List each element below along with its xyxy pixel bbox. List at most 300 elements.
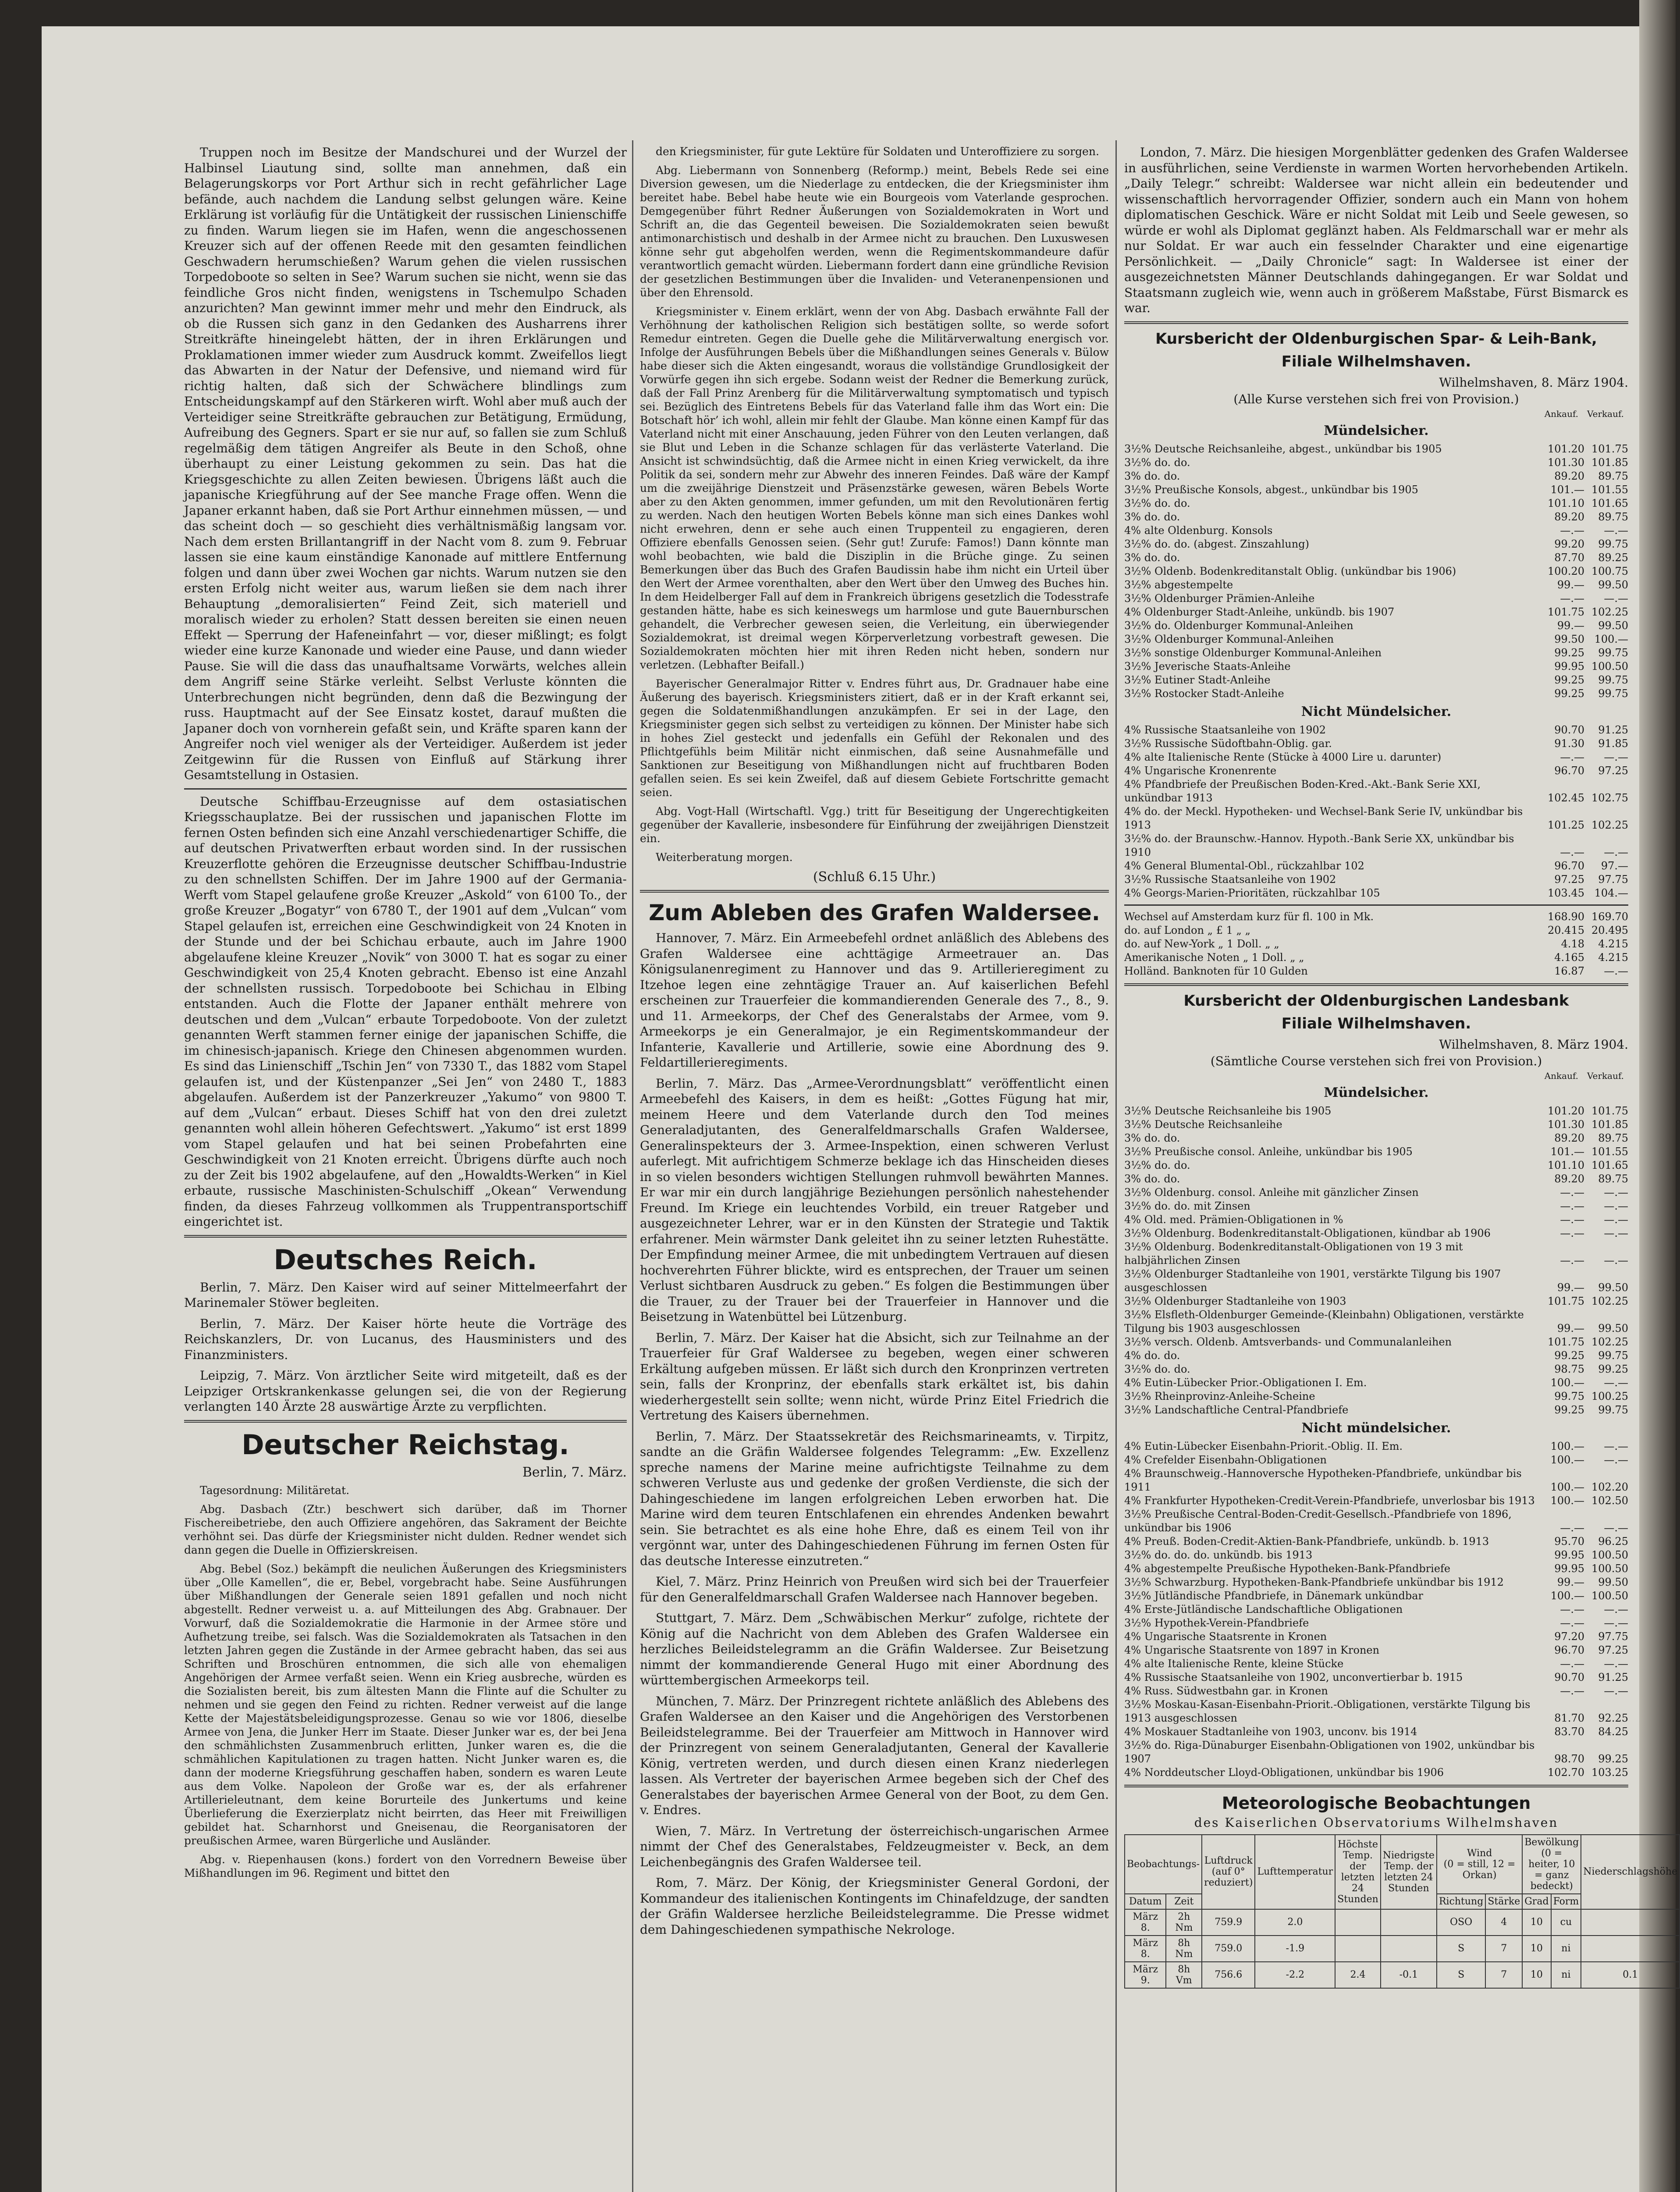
rate-verkauf: 99.75	[1598, 687, 1628, 700]
rate-name: Amerikanische Noten „ 1 Doll. „ „	[1124, 951, 1304, 964]
col-header: Grad	[1522, 1894, 1551, 1909]
rate-row	[1124, 832, 1628, 859]
rate-row	[1124, 1725, 1628, 1739]
rate-ankauf: 101.30	[1548, 456, 1584, 469]
weather-cell	[1581, 1909, 1680, 1936]
weather-cell: 4	[1485, 1909, 1522, 1936]
rate-ankauf: 99.—	[1557, 619, 1584, 632]
rate-name: 4% Frankfurter Hypotheken-Credit-Verein-Pfandbriefe, unverlosbar bis 1913	[1124, 1494, 1535, 1507]
news-item: Kiel, 7. März. Prinz Heinrich von Preußen wird sich bei der Trauerfeier für den Generalfeldmarschall Grafen Waldersee nach Hannover begeben.	[640, 1574, 1109, 1605]
rate-verkauf: 100.50	[1591, 660, 1628, 673]
rate-row	[1124, 497, 1628, 510]
rate-row	[1124, 1295, 1628, 1308]
rate-ankauf: 101.—	[1550, 1145, 1584, 1158]
weather-cell: März 9.	[1125, 1962, 1166, 1988]
weather-cell: 8h Vm	[1166, 1962, 1202, 1988]
rate-name: 3½% versch. Oldenb. Amtsverbands- und Communalanleihen	[1124, 1335, 1452, 1348]
rate-row	[1124, 1199, 1628, 1213]
rate-ankauf: 91.30	[1554, 737, 1584, 750]
rate-verkauf: 89.25	[1598, 551, 1628, 564]
rate-ankauf: 102.70	[1548, 1766, 1584, 1779]
rate-row	[1124, 1603, 1628, 1616]
rate-ankauf: 4.18	[1561, 937, 1584, 950]
rate-ankauf: 97.25	[1554, 873, 1584, 886]
rate-name: 3½% Hypothek-Verein-Pfandbriefe	[1124, 1616, 1309, 1629]
news-item: Abg. Dasbach (Ztr.) beschwert sich darüber, daß im Thorner Fischereibetriebe, den auch Offiziere angehören, das Sakrament der Beichte verhöhnt sei. Das dürfe der Kriegsminister nicht dulden. Redner wendet sich dann gegen die Duelle in Offizierskreisen.	[184, 1502, 627, 1556]
rate-verkauf: —.—	[1604, 1213, 1628, 1226]
rate-name: 4% Ungarische Staatsrente von 1897 in Kronen	[1124, 1644, 1380, 1656]
rate-verkauf: 92.25	[1598, 1712, 1628, 1724]
rate-row	[1124, 751, 1628, 764]
rate-verkauf: 100.75	[1591, 565, 1628, 577]
rate-verkauf: 100.—	[1594, 633, 1628, 645]
rate-row	[1124, 551, 1628, 565]
rate-verkauf: 99.50	[1598, 1322, 1628, 1334]
rate-row	[1124, 1403, 1628, 1417]
rate-name: 3½% Oldenburg. Bodenkreditanstalt-Obligationen von 19 3 mit halbjährlichen Zinsen	[1124, 1240, 1463, 1267]
rate-verkauf: 102.25	[1591, 605, 1628, 618]
rate-row	[1124, 764, 1628, 778]
rate-verkauf: —.—	[1604, 1684, 1628, 1697]
rate-row	[1124, 1589, 1628, 1603]
rate-name: 4% Old. med. Prämien-Obligationen in %	[1124, 1213, 1343, 1226]
rate-box-subtitle: Filiale Wilhelmshaven.	[1281, 1014, 1471, 1032]
rate-verkauf: 84.25	[1598, 1725, 1628, 1738]
section-title-deutsches-reich: Deutsches Reich.	[273, 1243, 537, 1276]
rate-name: 3½% do. do.	[1124, 497, 1190, 509]
rate-verkauf: 102.75	[1591, 791, 1628, 804]
rate-name: 4% Russ. Südwestbahn gar. in Kronen	[1124, 1684, 1328, 1697]
rate-name: 3½% Russische Staatsanleihe von 1902	[1124, 873, 1336, 886]
weather-cell	[1381, 1909, 1437, 1936]
rate-name: 3½% Oldenburger Stadtanleihe von 1903	[1124, 1295, 1346, 1307]
rate-name: 3% do. do.	[1124, 510, 1180, 523]
rate-verkauf: 97.75	[1598, 873, 1628, 886]
rate-ankauf: 100.—	[1550, 1376, 1584, 1389]
rate-verkauf: —.—	[1604, 1453, 1628, 1466]
rate-ankauf: 96.70	[1554, 1644, 1584, 1656]
rate-name: 3½% Deutsche Reichsanleihe, abgest., unkündbar bis 1905	[1124, 442, 1442, 455]
rate-verkauf: 89.75	[1598, 470, 1628, 482]
rate-name: 4% Moskauer Stadtanleihe von 1903, unconv. bis 1914	[1124, 1725, 1417, 1738]
rate-row	[1124, 1132, 1628, 1145]
news-item: Abg. Liebermann von Sonnenberg (Reformp.) meint, Bebels Rede sei eine Diversion gewesen, um die Niederlage zu entdecken, die der Kriegsminister ihm bereitet habe. Bebel habe heute wie ein Bourgeois vom Vaterlande gesprochen. Demgegenüber führt Redner Äußerungen von Sozialdemokraten in Wort und Schrift an, die das Gegenteil beweisen. Die Sozialdemokraten seien bewußt antimonarchistisch und deshalb in der Armee nicht zu brauchen. Den Luxuswesen könne sehr gut abgeholfen werden, wenn die Regimentskommandeure dafür verantwortlich gemacht würden. Liebermann fordert dann eine gründliche Revision der gesetzlichen Bestimmungen über die Invaliden- und Veteranenpensionen und über den Ehrensold.	[640, 164, 1109, 299]
rate-ankauf: 100.—	[1550, 1453, 1584, 1466]
rate-row	[1124, 537, 1628, 551]
rate-verkauf: 102.50	[1591, 1494, 1628, 1507]
rate-ankauf: 99.20	[1554, 537, 1584, 550]
weather-cell: 7	[1485, 1962, 1522, 1988]
rate-row	[1124, 565, 1628, 578]
rate-name: 3½% Oldenburger Stadtanleihe von 1901, verstärkte Tilgung bis 1907 ausgeschlossen	[1124, 1267, 1501, 1294]
col-header: Wind (0 = still, 12 = Orkan)	[1437, 1835, 1522, 1894]
rate-ankauf: —.—	[1560, 524, 1584, 537]
rate-verkauf: 99.50	[1598, 578, 1628, 591]
news-item: Bayerischer Generalmajor Ritter v. Endres führt aus, Dr. Gradnauer habe eine Äußerung des bayerisch. Kriegsministers zitiert, daß er in der Kraft erkannt sei, gegen die Soldatenmißhandlungen anzukämpfen. Er sei in der Lage, den Kriegsminister gegen sich selbst zu verteidigen zu können. Der Minister habe sich in hohes Ziel gesteckt und jedenfalls ein Gefühl der Rekonalen und des Pflichtgefühls beim Militär nicht einmischen, daß seine Ausnahmefälle und Sanktionen zur Beseitigung von Mißhandlungen nicht auf fruchtbaren Boden gefallen seien. Es sei kein Zweifel, daß auf diesem Gebiete Fortschritte gemacht seien.	[640, 677, 1109, 799]
divider	[1124, 983, 1628, 986]
rate-row	[1124, 924, 1628, 937]
rate-box-spar-leih-bank	[1124, 329, 1628, 978]
rate-ankauf: 99.—	[1557, 1281, 1584, 1294]
rate-row	[1124, 1104, 1628, 1118]
rate-verkauf: 99.75	[1598, 1349, 1628, 1362]
rate-ankauf: —.—	[1560, 1254, 1584, 1267]
rate-name: 3½% Landschaftliche Central-Pfandbriefe	[1124, 1403, 1349, 1416]
rate-name: 3% do. do.	[1124, 1132, 1180, 1144]
rate-row	[1124, 1440, 1628, 1453]
weather-cell: -2.2	[1255, 1962, 1335, 1988]
weather-cell: cu	[1551, 1909, 1581, 1936]
rate-row	[1124, 456, 1628, 470]
rate-ankauf: 100.—	[1550, 1589, 1584, 1602]
rate-box-landesbank	[1124, 991, 1628, 1779]
rate-ankauf: —.—	[1560, 1186, 1584, 1199]
rate-name: 3½% Jeverische Staats-Anleihe	[1124, 660, 1291, 673]
col-header: Niedrigste Temp. der letzten 24 Stunden	[1381, 1835, 1437, 1909]
weather-cell: 10	[1522, 1962, 1551, 1988]
rate-row	[1124, 1349, 1628, 1363]
news-item: Wien, 7. März. In Vertretung der österreichisch-ungarischen Armee nimmt der Chef des Generalstabes, Feldzeugmeister v. Beck, an dem Leichenbegängnis des Grafen Waldersee teil.	[640, 1823, 1109, 1869]
rate-name: 3½% Deutsche Reichsanleihe	[1124, 1118, 1282, 1131]
rate-table	[1124, 723, 1628, 900]
rate-ankauf: 103.45	[1548, 886, 1584, 899]
rate-verkauf: 99.75	[1598, 1403, 1628, 1416]
rate-verkauf: —.—	[1604, 751, 1628, 763]
page-number	[83, 0, 123, 11]
rate-verkauf: 102.20	[1591, 1480, 1628, 1493]
news-item: London, 7. März. Die hiesigen Morgenblätter gedenken des Grafen Waldersee in ausführlichen, seine Verdienste in warmen Worten hervorhebenden Artikeln. „Daily Telegr.“ schreibt: Waldersee war nicht allein ein bedeutender und wissenschaftlich hervorragender Offizier, sondern auch ein Mann von hohem diplomatischen Geschick. Wäre er nicht Soldat mit Leib und Seele gewesen, so würde er wohl als Diplomat geglänzt haben. Als Feldmarschall war er mehr als nur Soldat. Er war auch ein fesselnder Charakter und eine eigenartige Persönlichkeit. — „Daily Chronicle“ sagt: In Waldersee ist einer der ausgezeichnetsten Männer Deutschlands dahingegangen. Er war Soldat und Staatsmann zugleich wie, wenn auch in größerem Maßstabe, Fürst Bismarck es war.	[1124, 145, 1628, 315]
weather-cell: 759.9	[1202, 1909, 1255, 1936]
news-item: Kriegsminister v. Einem erklärt, wenn der von Abg. Dasbach erwähnte Fall der Verhöhnung der katholischen Religion sich bestätigen sollte, so werde sofort Remedur eintreten. Gegen die Duelle gehe die Militärverwaltung energisch vor. Infolge der Ausführungen Bebels über die Mißhandlungen seines Generals v. Bülow habe dieser sich die Akten eingesandt, woraus die vollständige Grundlosigkeit der Vorwürfe gegen ihn sich ergebe. Sodann weist der Redner die Bemerkung zurück, daß der Fall Prinz Arenberg für die Militärverwaltung symptomatisch und typisch sei. Bezüglich des Eintretens Bebels für das Vaterland falle ihm das Wort ein: Die Botschaft hör’ ich wohl, allein mir fehlt der Glaube. Man könne einen Kampf für das Vaterland nicht mit einer Anschauung, jeden Führer von den Leuten verlangen, daß sie Blut und Leben in die Schanze schlagen für das verlästerte Vaterland. Die Ansicht ist schwindsüchtig, daß die Armee nicht in einen Krieg verwickelt, da ihre Politik da sei, sondern mehr zur Abwehr des inneren Feindes. Daß wäre der Kampf um die zweijährige Dienstzeit und Präsenzstärke gewesen, wären Bebels Worte aber zu den Akten genommen, immer gefunden, um mit den Revolutionären fertig zu werden. Nach den heutigen Worten Bebels könne man sich eines Dankes wohl nicht erwehren, denn er sehe auch einen Truppenteil zu engagieren, deren Offiziere ebenfalls Genossen seien. (Sehr gut! Zurufe: Famos!) Dann könnte man wohl beobachten, wie bald die Disziplin in die Brüche ginge. Zu seinen Bemerkungen über das Buch des Grafen Baudissin habe ihm nicht ein Urteil über den Wert der Armee vorenthalten, aber den Wert über den Umweg des Buches hin. In dem Heidelberger Fall auf dem in Frankreich übrigens gesetzlich die Todesstrafe gestanden hätte, habe es sich keineswegs um harmlose und gute Bauernburschen gehandelt, die Verbrecher gewesen seien, die Verleitung, ein überwiegender Sozialdemokrat, ist dreimal wegen Körperverletzung vorbestraft gewesen. Die Sozialdemokraten möchten hier mit ihren Reden nicht heben, sondern nur verletzen. (Lebhafter Beifall.)	[640, 305, 1109, 671]
weather-cell: 2h Nm	[1166, 1909, 1202, 1936]
rate-verkauf: 101.75	[1591, 1104, 1628, 1117]
rate-ankauf: 96.70	[1554, 859, 1584, 872]
rate-name: Wechsel auf Amsterdam kurz für fl. 100 in Mk.	[1124, 910, 1374, 923]
rate-name: 3½% do. do.	[1124, 1363, 1190, 1375]
rate-name: 3½% Elsfleth-Oldenburger Gemeinde-(Kleinbahn) Obligationen, verstärkte Tilgung bis 1903 ausgeschlossen	[1124, 1308, 1524, 1334]
rate-ankauf: 101.75	[1548, 1295, 1584, 1307]
rate-row	[1124, 633, 1628, 646]
rate-ankauf: 99.95	[1554, 1562, 1584, 1575]
rate-row	[1124, 1118, 1628, 1132]
rate-row	[1124, 951, 1628, 964]
rate-ankauf: 90.70	[1554, 723, 1584, 736]
col-header: Luftdruck (auf 0° reduziert)	[1202, 1835, 1255, 1909]
column-1	[184, 145, 627, 2192]
rate-name: 4% Georgs-Marien-Prioritäten, rückzahlbar 105	[1124, 886, 1380, 899]
weather-cell: S	[1437, 1936, 1485, 1962]
rate-name: 4% abgestempelte Preußische Hypotheken-Bank-Pfandbriefe	[1124, 1562, 1451, 1575]
rate-row	[1124, 1698, 1628, 1725]
rate-name: 3½% Oldenb. Bodenkreditanstalt Oblig. (unkündbar bis 1906)	[1124, 565, 1456, 577]
column-rule	[632, 140, 633, 2192]
rate-name: 4% Eutin-Lübecker Prior.-Obligationen I. Em.	[1124, 1376, 1367, 1389]
rate-name: 3½% do. do. (abgest. Zinszahlung)	[1124, 537, 1309, 550]
rate-verkauf: 99.25	[1598, 1752, 1628, 1765]
rate-name: 3½% Oldenburger Prämien-Anleihe	[1124, 592, 1315, 605]
rate-ankauf: —.—	[1560, 1521, 1584, 1534]
weather-cell: -0.1	[1381, 1962, 1437, 1988]
rate-row	[1124, 1467, 1628, 1494]
rate-box-title: Kursbericht der Oldenburgischen Landesbank	[1183, 992, 1569, 1010]
rate-verkauf: 104.—	[1594, 886, 1628, 899]
rate-row	[1124, 605, 1628, 619]
rate-row	[1124, 442, 1628, 456]
rate-name: 4% alte Italienische Rente, kleine Stücke	[1124, 1657, 1344, 1670]
rate-row	[1124, 1267, 1628, 1295]
rate-verkauf: 101.85	[1591, 1118, 1628, 1131]
col-header: Höchste Temp. der letzten 24 Stunden	[1335, 1835, 1381, 1909]
rate-verkauf: 91.25	[1598, 1671, 1628, 1683]
rate-name: 4% Erste-Jütländische Landschaftliche Obligationen	[1124, 1603, 1403, 1616]
column-2	[640, 145, 1109, 2192]
rate-ankauf: 99.95	[1554, 1548, 1584, 1561]
rate-row	[1124, 1453, 1628, 1467]
rate-name: 3½% Deutsche Reichsanleihe bis 1905	[1124, 1104, 1332, 1117]
rate-section-title: Nicht Mündelsicher.	[1301, 704, 1452, 719]
rate-ankauf: —.—	[1560, 846, 1584, 858]
divider	[184, 1420, 627, 1423]
rate-row	[1124, 619, 1628, 633]
rate-name: 4% General Blumental-Obl., rückzahlbar 102	[1124, 859, 1364, 872]
rate-verkauf: 169.70	[1591, 910, 1628, 923]
news-item: Abg. Bebel (Soz.) bekämpft die neulichen Äußerungen des Kriegsministers über „Olle Kamellen“, die er, Bebel, vorgebracht habe. Seine Ausführungen über Mißhandlungen der Generale seien 1891 gefallen und noch nicht abgestellt. Redner verweist u. a. auf Mitteilungen des Abg. Grabnauer. Der Vorwurf, daß die Sozialdemokratie die Harmonie in der Armee störe und Aufhetzung treibe, sei falsch. Was die Sozialdemokraten als Tatsachen in den letzten Jahren gegen die Zustände in der Armee gebracht haben, das sei aus Schriften und Broschüren entnommen, die sich alle von ehemaligen Angehörigen der Armee verfaßt seien. Wenn ein Krieg ausbreche, würden es die Sozialisten bereit, bis zum ältesten Mann die Flinte auf die Schulter zu nehmen und sie gegen den Feind zu richten. Redner verweist auf die lange Kette der Majestätsbeleidigungsprozesse. Genau so wie vor 1806, dieselbe Armee von Jena, die Junker Herr im Staate. Dieser Junker war es, der bei Jena den schmählichsten Zusammenbruch erlitten, Junker waren es, die die schmählichen Kapitulationen zu tragen hatten. Nicht Junker waren es, die dann der moderne Kriegsführung geschaffen haben, sondern es waren Leute aus dem Volke. Napoleon der Große war es, der als erfahrener Artillerieleutnant, dem keine Borurteile des Junkertums und keine Überlieferung die Exerzierplatz nicht beirrten, das Heer mit Freiwilligen gebildet hat. Scharnhorst und Gneisenau, die Reorganisatoren der preußischen Armee, waren Bürgerliche und Ausländer.	[184, 1562, 627, 1847]
rate-table-header	[1124, 408, 1628, 420]
rate-box-date: Wilhelmshaven, 8. März 1904.	[1439, 1037, 1628, 1052]
rate-name: 3% do. do.	[1124, 551, 1180, 564]
rate-row	[1124, 910, 1628, 924]
weather-cell: 2.4	[1335, 1962, 1381, 1988]
rate-row	[1124, 673, 1628, 687]
rate-row	[1124, 805, 1628, 832]
header-ankauf: Ankauf.	[1544, 1070, 1579, 1081]
weather-row	[1125, 1909, 1680, 1936]
rate-row	[1124, 1657, 1628, 1671]
rate-name: 4% alte Italienische Rente (Stücke à 4000 Lire u. darunter)	[1124, 751, 1442, 763]
rate-ankauf: 100.—	[1550, 1440, 1584, 1452]
rate-ankauf: 100.—	[1550, 1480, 1584, 1493]
rate-name: 3½% Preußische consol. Anleihe, unkündbar bis 1905	[1124, 1145, 1413, 1158]
rate-name: 3½% Oldenburg. Bodenkreditanstalt-Obligationen, kündbar ab 1906	[1124, 1227, 1491, 1239]
rate-box-note: (Alle Kurse verstehen sich frei von Provision.)	[1233, 391, 1519, 406]
weather-cell: 756.6	[1202, 1962, 1255, 1988]
rate-verkauf: —.—	[1604, 1616, 1628, 1629]
rate-verkauf: 101.85	[1591, 456, 1628, 469]
news-item: Berlin, 7. März. Der Kaiser hörte heute die Vorträge des Reichskanzlers, Dr. von Lucanus, des Hausministers und des Finanzministers.	[184, 1316, 627, 1362]
rate-verkauf: 101.65	[1591, 497, 1628, 509]
rate-verkauf: 103.25	[1591, 1766, 1628, 1779]
weather-title: Meteorologische Beobachtungen	[1222, 1793, 1531, 1813]
header-verkauf: Verkauf.	[1587, 1070, 1624, 1081]
rate-name: 4% Eutin-Lübecker Eisenbahn-Priorit.-Oblig. II. Em.	[1124, 1440, 1403, 1452]
rate-section-title: Mündelsicher.	[1324, 1085, 1429, 1100]
rate-verkauf: 102.25	[1591, 818, 1628, 831]
rate-verkauf: 101.55	[1591, 1145, 1628, 1158]
rate-verkauf: —.—	[1604, 1186, 1628, 1199]
rate-row	[1124, 1576, 1628, 1589]
rate-verkauf: —.—	[1604, 964, 1628, 977]
rate-ankauf: 101.75	[1548, 605, 1584, 618]
rate-name: do. auf New-York „ 1 Doll. „ „	[1124, 937, 1279, 950]
rate-table	[1124, 1104, 1628, 1417]
rate-name: 3½% Preußische Konsols, abgest., unkündbar bis 1905	[1124, 483, 1418, 496]
rate-name: 3½% Schwarzburg. Hypotheken-Bank-Pfandbriefe unkündbar bis 1912	[1124, 1576, 1504, 1588]
rate-row	[1124, 470, 1628, 483]
rate-name: 3½% Rheinprovinz-Anleihe-Scheine	[1124, 1390, 1315, 1402]
rate-verkauf: 4.215	[1598, 937, 1628, 950]
rate-verkauf: 99.75	[1598, 537, 1628, 550]
rate-name: 3½% do. do. do. unkündb. bis 1913	[1124, 1548, 1313, 1561]
news-item: Berlin, 7. März. Der Staatssekretär des Reichsmarineamts, v. Tirpitz, sandte an die Gräfin Waldersee folgendes Telegramm: „Ew. Exzellenz spreche namens der Marine meine aufrichtigste Teilnahme zu dem schweren Verluste aus und gedenke der großen Verdienste, die sich der Dahingeschiedene im langen erfolgreichen Leben erworben hat. Die Marine wird dem teuren Entschlafenen ein ehrendes Andenken bewahrt sein. Sie betrachtet es als eine hohe Ehre, daß es einem Teil von ihr vergönnt war, unter des Dahingeschiedenen Führung im fernen Osten für das deutsche Interesse einzutreten.“	[640, 1429, 1109, 1568]
rate-name: 4% do. do.	[1124, 1349, 1180, 1362]
col-header: Zeit	[1166, 1894, 1202, 1909]
exchange-table	[1124, 910, 1628, 978]
rate-verkauf: 100.25	[1591, 1390, 1628, 1402]
rate-section-title: Nicht mündelsicher.	[1301, 1420, 1451, 1436]
weather-cell: 2.0	[1255, 1909, 1335, 1936]
rate-section-title: Mündelsicher.	[1324, 423, 1429, 438]
rate-row	[1124, 723, 1628, 737]
rate-name: 4% Russische Staatsanleihe von 1902, unconvertierbar b. 1915	[1124, 1671, 1463, 1683]
rate-row	[1124, 1630, 1628, 1644]
rate-name: 3½% Oldenburg. consol. Anleihe mit gänzlicher Zinsen	[1124, 1186, 1419, 1199]
rate-row	[1124, 1363, 1628, 1376]
rate-row	[1124, 1616, 1628, 1630]
news-item: Rom, 7. März. Der König, der Kriegsminister General Gordoni, der Kommandeur des italienischen Kontingents im Chinafeldzuge, der sandten der Gräfin Waldersee herzliche Beileidstelegramme. Die Presse widmet dem Dahingeschiedenen sympathische Nekrologe.	[640, 1875, 1109, 1937]
rate-row	[1124, 646, 1628, 660]
rate-ankauf: 99.—	[1557, 1576, 1584, 1588]
rate-verkauf: —.—	[1604, 1376, 1628, 1389]
weather-cell: OSO	[1437, 1909, 1485, 1936]
rate-verkauf: —.—	[1604, 524, 1628, 537]
rate-name: 4% Russische Staatsanleihe von 1902	[1124, 723, 1326, 736]
rate-verkauf: 4.215	[1598, 951, 1628, 964]
rate-row	[1124, 1240, 1628, 1267]
weather-cell	[1581, 1936, 1680, 1962]
divider	[1124, 321, 1628, 324]
weather-cell	[1381, 1936, 1437, 1962]
rate-row	[1124, 1308, 1628, 1335]
rate-ankauf: —.—	[1560, 1227, 1584, 1239]
rate-verkauf: —.—	[1604, 1227, 1628, 1239]
rate-ankauf: 101.20	[1548, 1104, 1584, 1117]
rate-verkauf: 97.25	[1598, 1644, 1628, 1656]
rate-ankauf: 99.50	[1554, 633, 1584, 645]
col-header: Beobachtungs-	[1125, 1835, 1202, 1894]
rate-verkauf: 99.25	[1598, 1363, 1628, 1375]
news-item: Abg. v. Riepenhausen (kons.) fordert von den Vorrednern Beweise über Mißhandlungen im 96. Regiment und bittet den	[184, 1853, 627, 1879]
header-verkauf: Verkauf.	[1587, 408, 1624, 419]
rate-ankauf: 16.87	[1554, 964, 1584, 977]
col-header: Datum	[1125, 1894, 1166, 1909]
rate-verkauf: 91.25	[1598, 723, 1628, 736]
rate-verkauf: 91.85	[1598, 737, 1628, 750]
rate-verkauf: —.—	[1604, 1603, 1628, 1616]
rate-verkauf: —.—	[1604, 1440, 1628, 1452]
rate-row	[1124, 1671, 1628, 1684]
news-item: Stuttgart, 7. März. Dem „Schwäbischen Merkur“ zufolge, richtete der König auf die Nachricht von dem Ableben des Grafen Waldersee ein herzliches Beileidstelegramm an die Gräfin Waldersee. Zur Beisetzung nimmt der kommandierende General Hugo mit einer Abordnung des württembergischen Armeekorps teil.	[640, 1611, 1109, 1687]
column-3	[1124, 145, 1678, 2192]
rate-box-subtitle: Filiale Wilhelmshaven.	[1281, 352, 1471, 370]
rate-ankauf: 89.20	[1554, 510, 1584, 523]
rate-verkauf: 100.50	[1591, 1562, 1628, 1575]
rate-verkauf: —.—	[1604, 592, 1628, 605]
rate-ankauf: 87.70	[1554, 551, 1584, 564]
rate-row	[1124, 1766, 1628, 1779]
rate-ankauf: 99.—	[1557, 1322, 1584, 1334]
rate-ankauf: 99.25	[1554, 1349, 1584, 1362]
rate-ankauf: 102.45	[1548, 791, 1584, 804]
rate-name: 3½% abgestempelte	[1124, 578, 1233, 591]
rate-verkauf: 101.55	[1591, 483, 1628, 496]
article-paragraph: Truppen noch im Besitze der Mandschurei und der Wurzel der Halbinsel Liautung sind, sollte man annehmen, daß ein Belagerungskorps vor Port Arthur sich in recht gefährlicher Lage befände, auch nachdem die Landung selbst gelungen wäre. Keine Erklärung ist vorläufig für die Untätigkeit der russischen Linienschiffe zu finden. Warum liegen sie im Hafen, wenn die angeschossenen Kreuzer sich auf der offenen Reede mit den gesamten feindlichen Geschwadern herumschießen? Warum gehen die vielen russischen Torpedoboote so selten in See? Warum suchen sie nicht, wenn sie das feindliche Gros nicht finden, wenigstens in Tschemulpo Schaden anzurichten? Man gewinnt immer mehr und mehr den Eindruck, als ob die Russen sich ganz in den Gedanken des Ausharrens ihrer Streitkräfte hineingelebt hätten, der in ihren Erklärungen und Proklamationen immer wieder zum Ausdruck kommt. Zweifellos liegt das Abwarten in der Natur der Defensive, und niemand wird für richtig halten, daß sich der Schwächere blindlings zum Entscheidungskampf auf den Stärkeren wirft. Wohl aber muß auch der Verteidiger seine Streitkräfte gebrauchen zur Betätigung, Ermüdung, Aufreibung des Gegners. Spart er sie nur auf, so fallen sie zum Schluß regelmäßig dem tätigen Angreifer als Beute in den Schoß, ohne überhaupt zu einer Leistung gekommen zu sein. Das hat die Kriegsgeschichte zu allen Zeiten bewiesen. Übrigens läßt auch die japanische Kriegführung auf der See manche Frage offen. Wenn die Japaner erkannt haben, daß sie Port Arthur einnehmen müssen, — und das scheint doch — so geschieht dies verhältnismäßig langsam vor. Nach dem ersten Brillantangriff in der Nacht vom 8. zum 9. Februar lassen sie eine kaum einständige Kanonade auf mittlere Entfernung folgen und dann über zwei Wochen gar nichts. Warum nutzen sie den ersten Erfolg nicht weiter aus, warum ließen sie dem nach ihrer Behauptung „demoralisierten“ Feind Zeit, sich materiell und moralisch wieder zu erholen? Statt dessen bereiten sie einen neuen Effekt — Sperrung der Hafeneinfahrt — vor, dieser mißlingt; es folgt wieder eine kurze Kanonade und wieder eine Pause, und dann wieder Pause. Sie will die dass das unaufhaltsame Vorwärts, welches allein dem Angriff seine Stärke verleiht. Selbst Verluste könnten die Unterbrechungen nicht begründen, denn daß die Bezwingung der russ. Hauptmacht auf der See Einsatz kostet, darauf mußten die Japaner doch von vornherein gefaßt sein, und Kräfte sparen kann der Angreifer noch viel weniger als der Verteidiger. Außerdem ist jeder Zeitgewinn für die Russen von Einfluß auf Stärkung ihrer Gesamtstellung in Ostasien.	[184, 145, 627, 782]
rate-row	[1124, 1508, 1628, 1535]
rate-name: 3½% do. do. mit Zinsen	[1124, 1199, 1250, 1212]
rate-name: 4% Pfandbriefe der Preußischen Boden-Kred.-Akt.-Bank Serie XXI, unkündbar 1913	[1124, 778, 1481, 804]
rate-table	[1124, 1440, 1628, 1779]
rate-name: 4% Oldenburger Stadt-Anleihe, unkündb. bis 1907	[1124, 605, 1395, 618]
rate-verkauf: 101.65	[1591, 1159, 1628, 1171]
col-header: Richtung	[1437, 1894, 1485, 1909]
weather-cell: 759.0	[1202, 1936, 1255, 1962]
rate-name: do. auf London „ £ 1 „ „	[1124, 924, 1251, 936]
rate-ankauf: 101.25	[1548, 818, 1584, 831]
rate-row	[1124, 964, 1628, 978]
rate-verkauf: 89.75	[1598, 510, 1628, 523]
rate-ankauf: 100.—	[1550, 1494, 1584, 1507]
rate-name: 4% Ungarische Staatsrente in Kronen	[1124, 1630, 1327, 1643]
rate-verkauf: —.—	[1604, 1254, 1628, 1267]
rate-row	[1124, 1548, 1628, 1562]
rate-verkauf: 99.50	[1598, 619, 1628, 632]
rate-row	[1124, 1159, 1628, 1172]
weather-cell: März 8.	[1125, 1936, 1166, 1962]
rate-row	[1124, 873, 1628, 886]
col-header: Bewölkung (0 = heiter, 10 = ganz bedeckt)	[1522, 1835, 1581, 1894]
rate-name: 3½% Preußische Central-Boden-Credit-Gesellsch.-Pfandbriefe von 1896, unkündbar bis 1906	[1124, 1508, 1512, 1534]
rate-ankauf: 99.25	[1554, 646, 1584, 659]
rate-row	[1124, 687, 1628, 701]
rate-ankauf: —.—	[1560, 751, 1584, 763]
rate-name: 3½% Eutiner Stadt-Anleihe	[1124, 673, 1271, 686]
rate-name: 4% Norddeutscher Lloyd-Obligationen, unkündbar bis 1906	[1124, 1766, 1444, 1779]
weather-cell: ni	[1551, 1936, 1581, 1962]
rate-verkauf: —.—	[1604, 1521, 1628, 1534]
news-item: München, 7. März. Der Prinzregent richtete anläßlich des Ablebens des Grafen Waldersee an den Kaiser und die Angehörigen des Verstorbenen Beileidstelegramme. Bei der Trauerfeier am Mittwoch in Hannover wird der Prinzregent von seinem Generaladjutanten, General der Kavallerie König, vertreten werden, und durch diesen einen Kranz niederlegen lassen. Als Vertreter der bayerischen Armee begeben sich der Chef des Generalstabes der bayerischen Armee General von der Boot, zu dem Gen. v. Endres.	[640, 1694, 1109, 1817]
rate-name: 4% do. der Meckl. Hypotheken- und Wechsel-Bank Serie IV, unkündbar bis 1913	[1124, 805, 1523, 831]
rate-row	[1124, 778, 1628, 805]
rate-name: 3½% do. do.	[1124, 1159, 1190, 1171]
rate-box-note: (Sämtliche Course verstehen sich frei von Provision.)	[1210, 1053, 1542, 1068]
weather-row	[1125, 1936, 1680, 1962]
rate-name: 3½% do. der Braunschw.-Hannov. Hypoth.-Bank Serie XX, unkündbar bis 1910	[1124, 832, 1514, 858]
news-item: Leipzig, 7. März. Von ärztlicher Seite wird mitgeteilt, daß es der Leipziger Ortskrankenkasse gelungen sei, die von der Regierung verlangten 140 Ärzte 28 auswärtige Ärzte zu verpflichten.	[184, 1368, 627, 1414]
rate-row	[1124, 510, 1628, 524]
divider	[1124, 1785, 1628, 1787]
rate-ankauf: 4.165	[1554, 951, 1584, 964]
rate-verkauf: —.—	[1604, 1199, 1628, 1212]
adjournment-note: (Schluß 6.15 Uhr.)	[813, 869, 936, 885]
rate-row	[1124, 1145, 1628, 1159]
rate-ankauf: —.—	[1560, 1684, 1584, 1697]
rate-row	[1124, 1335, 1628, 1349]
rate-ankauf: 89.20	[1554, 1132, 1584, 1144]
rate-name: Holländ. Banknoten für 10 Gulden	[1124, 964, 1308, 977]
rate-ankauf: 99.25	[1554, 687, 1584, 700]
rate-ankauf: 99.75	[1554, 1390, 1584, 1402]
rate-verkauf: —.—	[1604, 1657, 1628, 1670]
rate-verkauf: 97.25	[1598, 764, 1628, 777]
